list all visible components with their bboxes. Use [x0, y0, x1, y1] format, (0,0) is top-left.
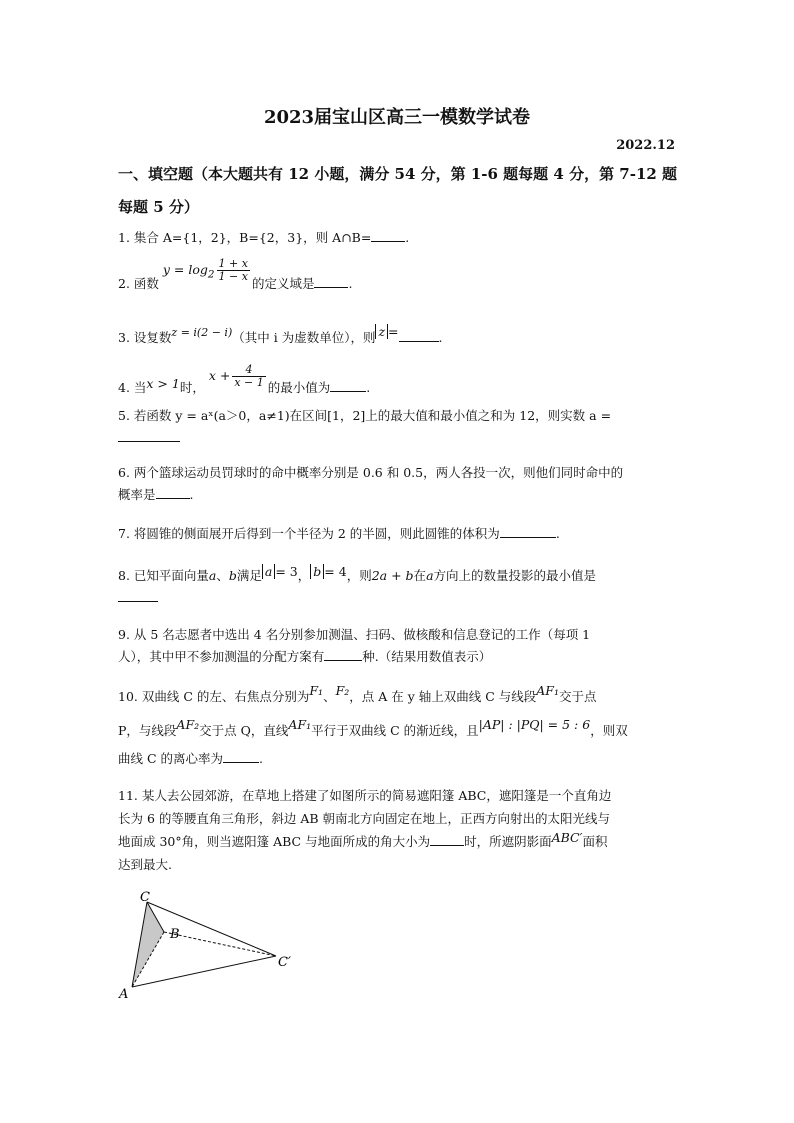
- exam-date: 2022.12: [616, 138, 675, 153]
- question-11-line3a: 地面成 30°角，则当遮阳篷 ABC 与地面所成的角大小为: [118, 834, 431, 849]
- abs-vector-b: b: [310, 564, 324, 579]
- question-6-line2: 概率是: [118, 487, 156, 502]
- edge-ccprime: [147, 902, 276, 956]
- question-4-end: .: [366, 380, 371, 395]
- answer-blank: [430, 833, 464, 846]
- answer-blank: [118, 429, 180, 442]
- label-cprime: C′: [278, 955, 291, 970]
- log-base: 2: [207, 268, 215, 281]
- section-heading-line2: 每题 5 分）: [118, 198, 199, 216]
- section-heading-line1: 一、填空题（本大题共有 12 小题，满分 54 分，第 1-6 题每题 4 分，第 7-12 题: [118, 165, 678, 183]
- expression-fraction: [232, 364, 265, 389]
- equals-four: = 4: [324, 564, 347, 579]
- question-10-line3: 曲线 C 的离心率为: [118, 751, 224, 766]
- question-11-line3b: 时，所遮阴影面: [464, 834, 552, 849]
- equals-sign: =: [388, 324, 399, 339]
- question-8-mid1: 满足: [236, 568, 262, 583]
- question-1: [118, 227, 678, 249]
- vector-a-direction: a: [426, 568, 434, 583]
- complex-formula: z = i(2 − i): [171, 326, 233, 339]
- condition: x > 1: [146, 376, 180, 391]
- abs-vector-a: a: [262, 564, 275, 579]
- abs-value: z: [375, 324, 388, 339]
- question-10-line2c: 平行于双曲线 C 的渐近线，且: [311, 723, 479, 738]
- question-9: [118, 624, 678, 668]
- answer-blank: [500, 525, 556, 538]
- question-11-line2: 长为 6 的等腰直角三角形，斜边 AB 朝南北方向固定在地上，正西方向射出的太阳光线与: [118, 811, 611, 826]
- question-4-mid: 时，: [179, 380, 205, 395]
- question-2-end: .: [348, 276, 353, 291]
- answer-blank: [371, 229, 405, 242]
- separator: 、: [323, 689, 336, 704]
- question-9-line1: 9. 从 5 名志愿者中选出 4 名分别参加测温、扫码、做核酸和信息登记的工作（每项 1: [118, 627, 591, 642]
- question-10-line2a: P，与线段: [118, 723, 177, 738]
- question-6-end: .: [189, 487, 194, 502]
- answer-blank: [156, 486, 190, 499]
- segment-af2: AF₂: [176, 717, 200, 732]
- question-10-line1b: ，点 A 在 y 轴上双曲线 C 与线段: [349, 689, 537, 704]
- ratio-expression: |AP| : |PQ| = 5 : 6: [478, 717, 591, 732]
- fraction-denominator: x − 1: [234, 376, 264, 389]
- question-3-end: .: [438, 330, 443, 345]
- vector-b: b: [228, 568, 237, 583]
- fraction-numerator: 4: [232, 364, 265, 377]
- question-4: [118, 363, 678, 401]
- segment-af1: AF₁: [536, 683, 559, 698]
- question-4-prefix: 4. 当: [118, 380, 147, 395]
- question-10: [118, 680, 678, 770]
- equals-three: = 3: [275, 564, 298, 579]
- question-9-line2b: 种.（结果用数值表示）: [362, 649, 492, 664]
- question-1-end: .: [405, 230, 410, 245]
- label-c: C: [140, 890, 150, 905]
- separator: 、: [216, 568, 229, 583]
- log-formula: [162, 262, 215, 281]
- question-8-mid2: ，则: [346, 568, 372, 583]
- answer-blank: [324, 648, 362, 661]
- expression-x: x +: [208, 368, 231, 383]
- question-8-prefix: 8. 已知平面向量: [118, 568, 209, 583]
- vector-expression: 2a + b: [371, 568, 414, 583]
- vector-a: a: [208, 568, 217, 583]
- answer-blank: [330, 379, 366, 392]
- question-10-line1c: 交于点: [558, 689, 597, 704]
- focus-f2: F₂: [335, 683, 350, 698]
- question-11-line1: 11. 某人去公园郊游，在草地上搭建了如图所示的简易遮阳篷 ABC，遮阳篷是一个直角边: [118, 788, 612, 803]
- answer-blank: [399, 329, 439, 342]
- question-8-suffix: 方向上的数量投影的最小值是: [433, 568, 597, 583]
- question-11-line4: 达到最大.: [118, 857, 172, 872]
- question-10-line1a: 10. 双曲线 C 的左、右焦点分别为: [118, 689, 310, 704]
- log-fraction: [217, 258, 250, 283]
- question-4-suffix: 的最小值为: [267, 380, 331, 395]
- question-2-prefix: 2. 函数: [118, 276, 159, 291]
- label-a: A: [119, 987, 129, 1002]
- focus-f1: F₁: [309, 683, 324, 698]
- answer-blank: [314, 275, 348, 288]
- question-7-line1: 7. 将圆锥的侧面展开后得到一个半径为 2 的半圆，则此圆锥的体积为: [118, 526, 500, 541]
- label-b: B: [170, 927, 180, 942]
- question-11: [118, 784, 678, 876]
- question-3-middle: （其中 i 为虚数单位），则: [232, 330, 376, 345]
- page-title: 2023届宝山区高三一模数学试卷: [263, 107, 531, 128]
- question-8-mid3: 在: [413, 568, 427, 583]
- question-5: [118, 405, 678, 449]
- fraction-numerator: 1 + x: [218, 257, 248, 270]
- question-7: [118, 523, 678, 545]
- sunshade-figure: [116, 888, 316, 1003]
- question-3-prefix: 3. 设复数: [118, 330, 172, 345]
- question-10-end: .: [259, 751, 263, 766]
- question-2-suffix: 的定义域是: [251, 276, 315, 291]
- question-10-line2d: ，则双: [590, 723, 628, 738]
- edge-acprime: [132, 956, 276, 987]
- log-text: y = log: [162, 262, 208, 277]
- question-1-text: 1. 集合 A={1，2}，B={2，3}，则 A∩B=: [118, 230, 372, 245]
- question-11-line3c: 面积: [582, 834, 608, 849]
- comma: ，: [297, 568, 311, 583]
- question-8: [118, 565, 678, 609]
- edge-bcprime: [164, 932, 276, 956]
- question-9-line2a: 人），其中甲不参加测温的分配方案有: [118, 649, 325, 664]
- question-6-line1: 6. 两个篮球运动员罚球时的命中概率分别是 0.6 和 0.5，两人各投一次，则他们同时命中的: [118, 465, 624, 480]
- answer-blank: [118, 589, 158, 602]
- question-6: [118, 462, 678, 506]
- shaded-face: [132, 902, 164, 987]
- fraction-denominator: 1 − x: [218, 270, 248, 283]
- question-5-line1: 5. 若函数 y = aˣ(a＞0，a≠1)在区间[1，2]上的最大值和最小值之和为 12，则实数 a =: [118, 408, 612, 423]
- question-7-end: .: [555, 526, 560, 541]
- answer-blank: [223, 750, 259, 763]
- question-10-line2b: 交于点 Q，直线: [199, 723, 289, 738]
- section-heading: [118, 158, 678, 224]
- line-af1: AF₁: [288, 717, 312, 732]
- question-3: [118, 324, 678, 350]
- question-2: [118, 257, 678, 300]
- shadow-triangle: ABC′: [551, 830, 583, 845]
